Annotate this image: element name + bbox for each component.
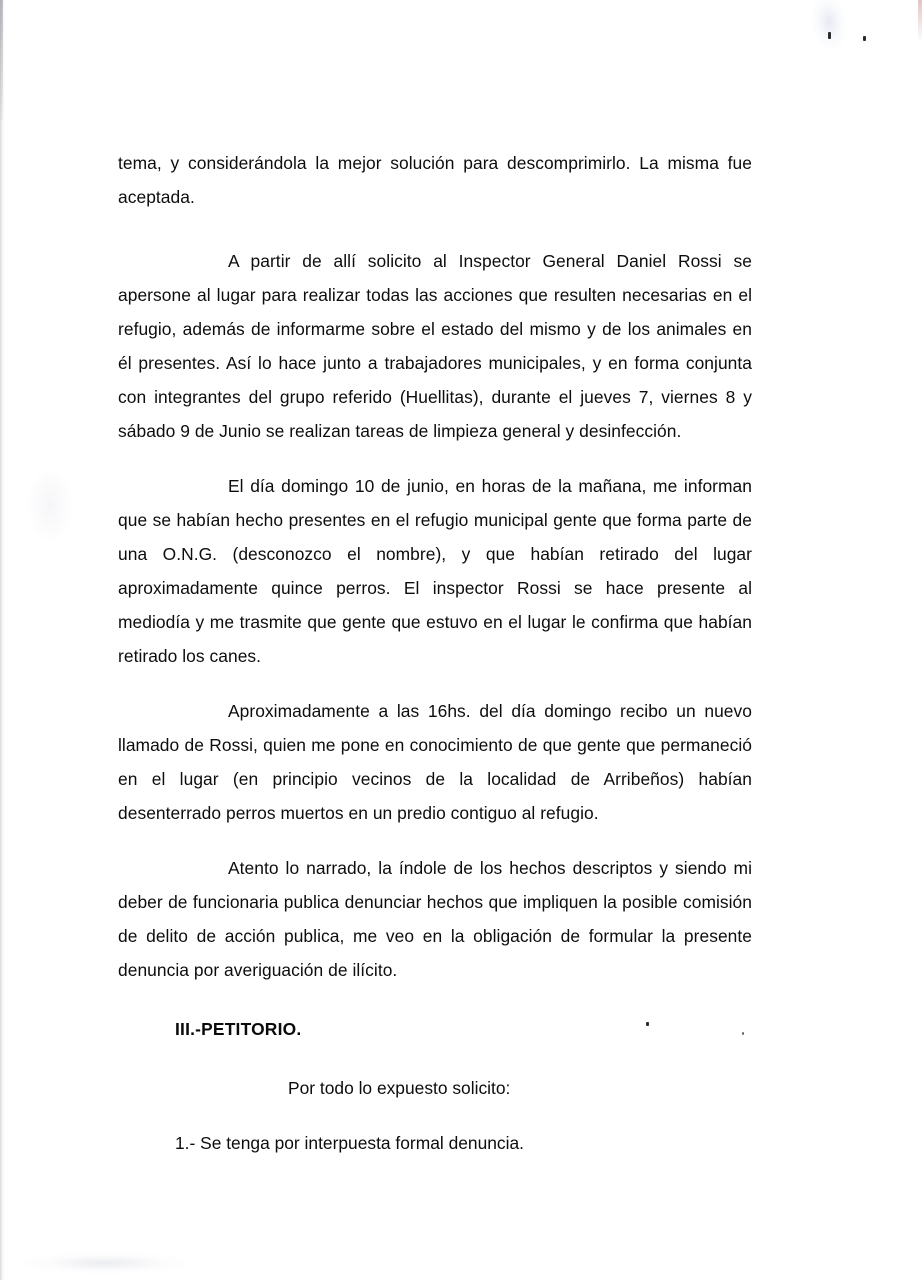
paragraph-inspector-general: A partir de allí solicito al Inspector General Daniel Rossi se apersone al lugar para realizar todas las acciones que resulten necesarias en el refugio, además de informarme sobre el estado del mismo y de los animales en él presentes. Así lo hace junto a trabajadores municipales, y en forma conjunta con integrantes del grupo referido (Huellitas), durante el jueves 7, viernes 8 y sábado 9 de Junio se realizan tareas de limpieza general y desinfección.	[118, 251, 752, 441]
paragraph-aproximadamente-16hs: Aproximadamente a las 16hs. del día domingo recibo un nuevo llamado de Rossi, quien me pone en conocimiento de que gente que permaneció en el lugar (en principio vecinos de la localidad de Arribeños) habían desenterrado perros muertos en un predio contiguo al refugio.	[118, 701, 752, 823]
scan-smudge-top-right	[808, 0, 849, 52]
scan-edge-shadow-right	[918, 0, 922, 42]
section-heading-petitorio: III.-PETITORIO.	[175, 1019, 302, 1039]
paragraph-spacer	[118, 830, 752, 851]
scan-edge-shadow-corner	[0, 0, 3, 120]
paragraph-spacer	[118, 673, 752, 694]
paragraph-continuation: tema, y considerándola la mejor solución para descomprimirlo. La misma fue aceptada.	[118, 153, 752, 207]
paragraph-spacer	[118, 1046, 752, 1071]
document-text-body	[118, 146, 752, 1160]
paragraph-domingo-10-junio: El día domingo 10 de junio, en horas de la mañana, me informan que se habían hecho presentes en el refugio municipal gente que forma parte de una O.N.G. (desconozco el nombre), y que habían retirado del lugar aproximadamente quince perros. El inspector Rossi se hace presente al mediodía y me trasmite que gente que estuvo en el lugar le confirma que habían retirado los canes.	[118, 476, 752, 666]
paragraph-spacer	[118, 987, 752, 1012]
request-intro-line: Por todo lo expuesto solicito:	[288, 1078, 511, 1098]
ink-speck	[828, 32, 831, 39]
request-item: 1.- Se tenga por interpuesta formal denuncia.	[175, 1133, 524, 1153]
scan-smudge-bottom-left	[20, 1252, 190, 1274]
scan-edge-shadow-left	[0, 0, 5, 1280]
paragraph-spacer	[118, 448, 752, 469]
ink-speck	[863, 36, 866, 41]
scan-smudge-middle-left	[28, 470, 72, 540]
paragraph-spacer	[118, 1105, 752, 1126]
paragraph-atento-lo-narrado: Atento lo narrado, la índole de los hechos descriptos y siendo mi deber de funcionaria publica denunciar hechos que impliquen la posible comisión de delito de acción publica, me veo en la obligación de formular la presente denuncia por averiguación de ilícito.	[118, 858, 752, 980]
paragraph-spacer	[118, 214, 752, 244]
